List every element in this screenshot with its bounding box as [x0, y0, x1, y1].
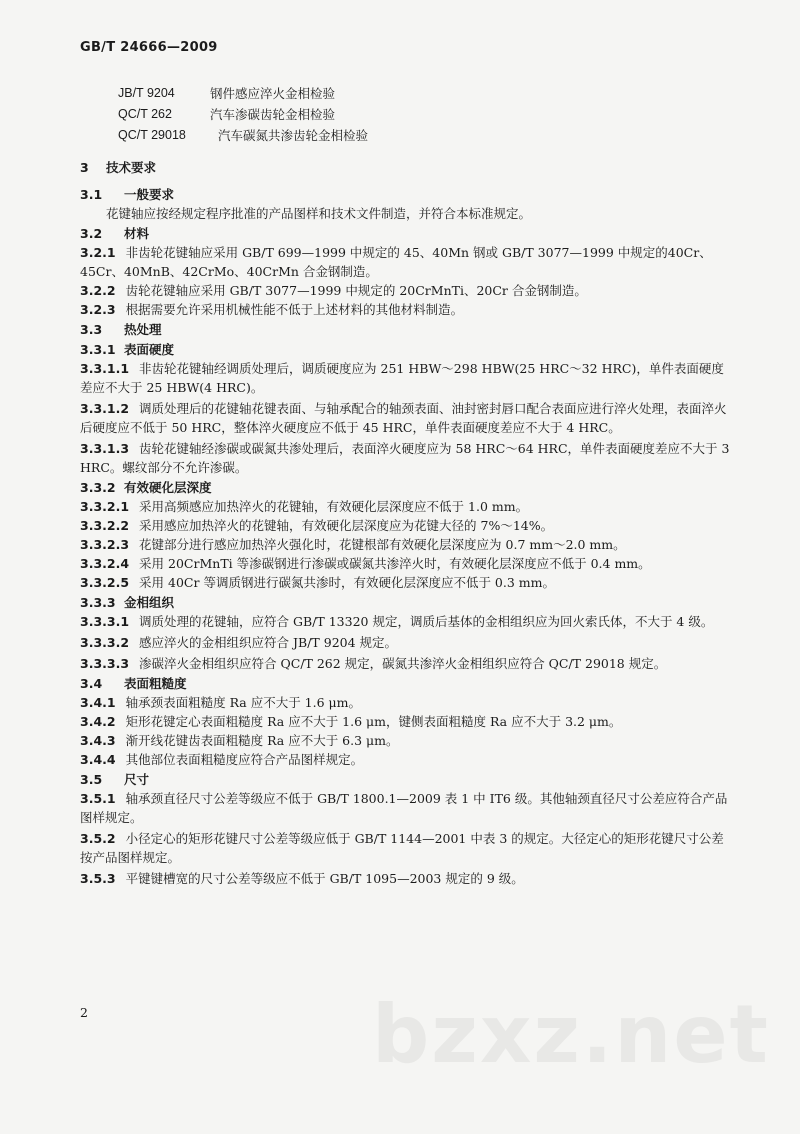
clause-paragraph: 3.3.2.2 采用感应加热淬火的花键轴，有效硬化层深度应为花键大径的 7%～14%。 — [80, 518, 554, 533]
section-heading: 3 技术要求 — [80, 159, 157, 175]
reference-item — [118, 124, 368, 145]
clause-heading: 3.3 热处理 — [80, 321, 162, 337]
clause-heading: 3.2 材料 — [80, 225, 150, 241]
clause-paragraph: 花键轴应按经规定程序批准的产品图样和技术文件制造，并符合本标准规定。 — [106, 206, 532, 221]
clause-paragraph: 3.3.2.1 采用高频感应加热淬火的花键轴，有效硬化层深度应不低于 1.0 mm。 — [80, 499, 529, 514]
clause-paragraph: 3.4.3 渐开线花键齿表面粗糙度 Ra 应不大于 6.3 μm。 — [80, 733, 399, 748]
clause-heading: 3.3.3 金相组织 — [80, 594, 175, 610]
reference-code: QC/T 262 — [118, 106, 172, 121]
normative-references-list — [118, 82, 368, 145]
reference-code: QC/T 29018 — [118, 127, 186, 142]
reference-item — [118, 103, 368, 124]
document-body — [80, 156, 730, 888]
clause-paragraph: 3.2.2 齿轮花键轴应采用 GB/T 3077—1999 中规定的 20CrMnTi、20Cr 合金钢制造。 — [80, 283, 587, 298]
standard-code-header: GB/T 24666—2009 — [80, 40, 218, 55]
clause-paragraph: 3.2.3 根据需要允许采用机械性能不低于上述材料的其他材料制造。 — [80, 302, 464, 317]
clause-paragraph: 3.4.2 矩形花键定心表面粗糙度 Ra 应不大于 1.6 μm，键侧表面粗糙度 Ra 应不大于 3.2 μm。 — [80, 714, 622, 729]
clause-paragraph: 3.3.2.5 采用 40Cr 等调质钢进行碳氮共渗时，有效硬化层深度应不低于 0.3 mm。 — [80, 575, 555, 590]
clause-paragraph: 3.3.1.1 非齿轮花键轴经调质处理后，调质硬度应为 251 HBW～298 HBW(25 HRC～32 HRC)，单件表面硬度差应不大于 25 HBW(4 HRC)。 — [80, 361, 724, 395]
clause-paragraph: 3.3.3.1 调质处理的花键轴，应符合 GB/T 13320 规定，调质后基体的金相组织应为回火索氏体，不大于 4 级。 — [80, 614, 714, 629]
clause-paragraph: 3.3.3.2 感应淬火的金相组织应符合 JB/T 9204 规定。 — [80, 635, 398, 650]
clause-paragraph: 3.3.1.2 调质处理后的花键轴花键表面、与轴承配合的轴颈表面、油封密封唇口配合表面应进行淬火处理，表面淬火后硬度应不低于 50 HRC，整体淬火硬度应不低于 45 HRC，单件表面硬度差应不大于 4 HRC。 — [80, 401, 727, 435]
clause-heading: 3.5 尺寸 — [80, 771, 150, 787]
clause-heading: 3.1 一般要求 — [80, 186, 175, 202]
reference-title: 钢件感应淬火金相检验 — [210, 85, 336, 101]
clause-paragraph: 3.5.2 小径定心的矩形花键尺寸公差等级应低于 GB/T 1144—2001 中表 3 的规定。大径定心的矩形花键尺寸公差按产品图样规定。 — [80, 831, 724, 865]
clause-paragraph: 3.4.1 轴承颈表面粗糙度 Ra 应不大于 1.6 μm。 — [80, 695, 361, 710]
reference-code: JB/T 9204 — [118, 85, 175, 100]
reference-title: 汽车渗碳齿轮金相检验 — [210, 106, 336, 122]
reference-title: 汽车碳氮共渗齿轮金相检验 — [218, 127, 369, 143]
clause-paragraph: 3.2.1 非齿轮花键轴应采用 GB/T 699—1999 中规定的 45、40Mn 钢或 GB/T 3077—1999 中规定的40Cr、45Cr、40MnB、42CrMo、40CrMn 合金钢制造。 — [80, 245, 712, 279]
reference-item — [118, 82, 368, 103]
clause-paragraph: 3.3.1.3 齿轮花键轴经渗碳或碳氮共渗处理后，表面淬火硬度应为 58 HRC～64 HRC，单件表面硬度差应不大于 3 HRC。螺纹部分不允许渗碳。 — [80, 441, 730, 475]
clause-heading: 3.3.2 有效硬化层深度 — [80, 479, 212, 495]
clause-paragraph: 3.3.3.3 渗碳淬火金相组织应符合 QC/T 262 规定，碳氮共渗淬火金相组织应符合 QC/T 29018 规定。 — [80, 656, 667, 671]
clause-paragraph: 3.5.3 平键键槽宽的尺寸公差等级应不低于 GB/T 1095—2003 规定的 9 级。 — [80, 871, 524, 886]
clause-heading: 3.4 表面粗糙度 — [80, 675, 187, 691]
clause-paragraph: 3.4.4 其他部位表面粗糙度应符合产品图样规定。 — [80, 752, 364, 767]
clause-paragraph: 3.5.1 轴承颈直径尺寸公差等级应不低于 GB/T 1800.1—2009 表 1 中 IT6 级。其他轴颈直径尺寸公差应符合产品图样规定。 — [80, 791, 728, 825]
page-number: 2 — [80, 1005, 88, 1020]
watermark: bzxz.net — [372, 988, 770, 1081]
clause-heading: 3.3.1 表面硬度 — [80, 341, 175, 357]
clause-paragraph: 3.3.2.4 采用 20CrMnTi 等渗碳钢进行渗碳或碳氮共渗淬火时，有效硬化层深度应不低于 0.4 mm。 — [80, 556, 651, 571]
clause-paragraph: 3.3.2.3 花键部分进行感应加热淬火强化时，花键根部有效硬化层深度应为 0.7 mm～2.0 mm。 — [80, 537, 626, 552]
